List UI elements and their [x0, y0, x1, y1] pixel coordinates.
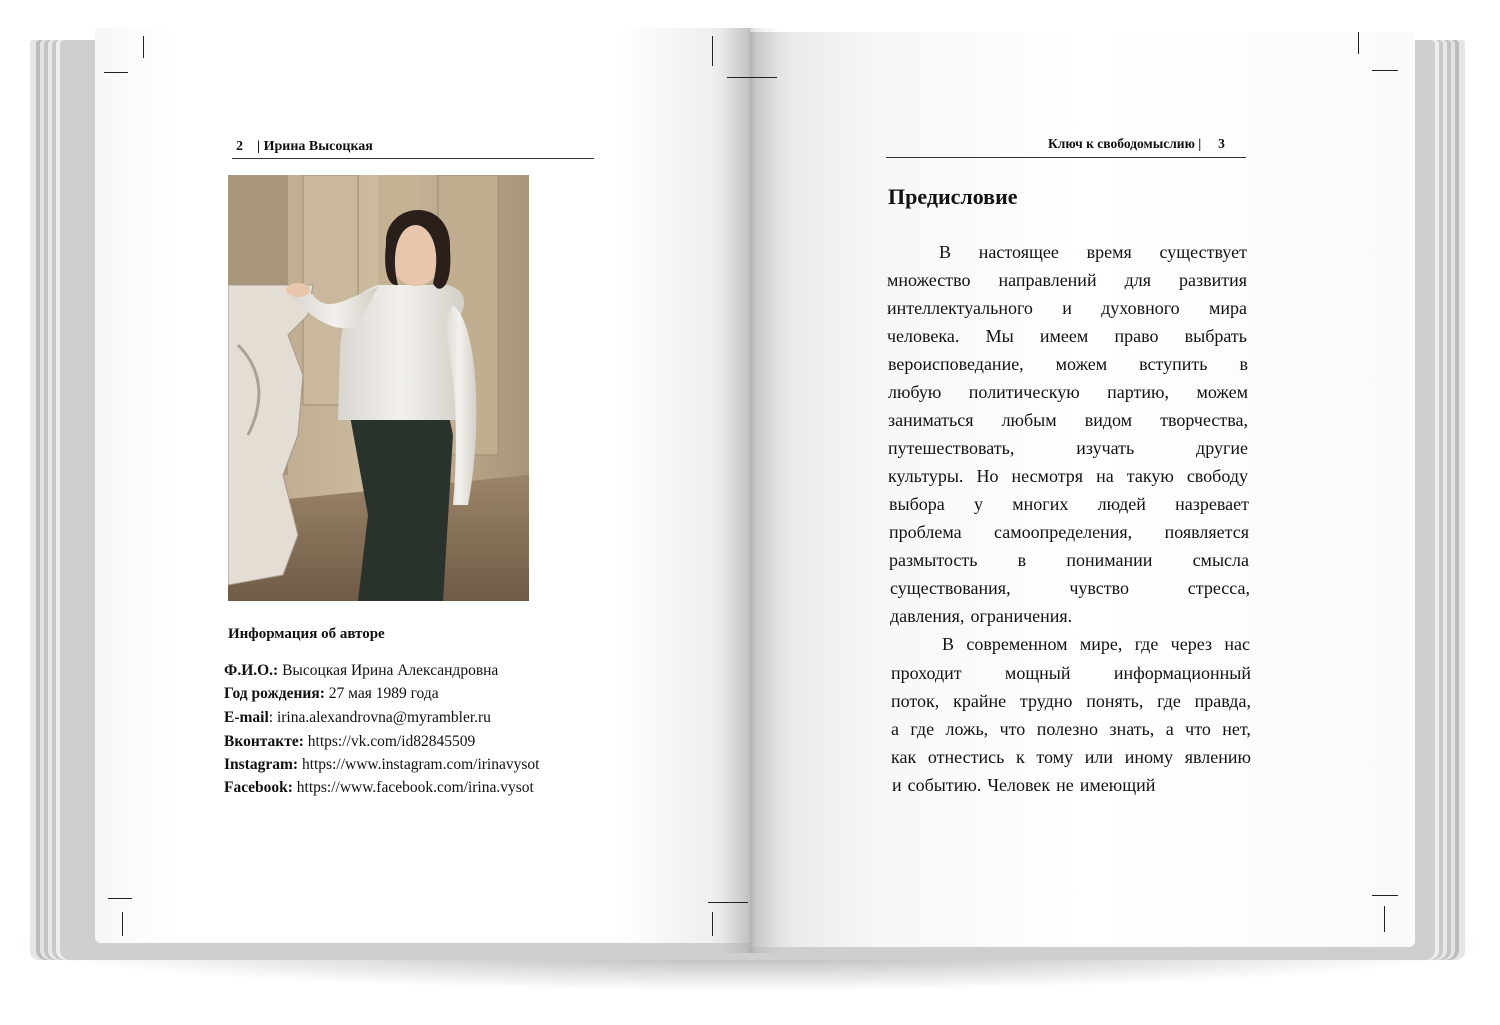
right-page [750, 32, 1415, 947]
right-running-head [1048, 136, 1225, 152]
author-info-instagram [224, 756, 539, 774]
preface-line: существования, чувство стресса, [890, 578, 1250, 598]
preface-line: и событию. Человек не имеющий [892, 775, 1156, 795]
field-label: Ф.И.О.: [224, 662, 279, 679]
crop-mark [1372, 70, 1398, 71]
preface-line: заниматься любым видом творчества, [888, 410, 1248, 430]
preface-line: а где ложь, что полезно знать, а что нет, [891, 719, 1251, 739]
field-label: Вконтакте: [224, 733, 304, 750]
author-info-title: Информация об авторе [228, 626, 385, 642]
crop-mark [708, 902, 748, 903]
field-value: Высоцкая Ирина Александровна [278, 662, 499, 679]
book-gutter [722, 28, 780, 953]
preface-line: любую политическую партию, можем [888, 382, 1248, 402]
preface-line: В настоящее время существует [939, 242, 1247, 262]
field-label: Facebook: [224, 779, 293, 796]
crop-mark [1384, 906, 1385, 932]
field-value: 27 мая 1989 года [324, 685, 439, 702]
crop-mark [712, 912, 713, 936]
author-info-email [224, 709, 491, 727]
preface-line: давления, ограничения. [890, 606, 1073, 626]
crop-mark [104, 72, 128, 73]
right-book-title: Ключ к свободомыслию | [1048, 136, 1202, 151]
left-running-head [236, 139, 373, 155]
preface-line: культуры. Но несмотря на такую свободу [888, 466, 1248, 486]
preface-line: размытость в понимании смысла [889, 550, 1249, 570]
right-page-number: 3 [1218, 136, 1225, 151]
right-header-rule [886, 157, 1246, 158]
field-label: Год рождения: [224, 685, 325, 702]
section-title: Предисловие [888, 184, 1018, 209]
preface-line: как отнестись к тому или иному явлению [891, 747, 1251, 767]
preface-line: вероисповедание, можем вступить в [888, 354, 1248, 374]
preface-line: поток, крайне трудно понять, где правда, [891, 691, 1251, 711]
field-value: https://www.instagram.com/irinavysot [298, 756, 540, 773]
crop-mark [108, 898, 132, 899]
crop-mark [143, 36, 144, 58]
field-value: https://www.facebook.com/irina.vysot [292, 779, 534, 796]
preface-line: В современном мире, где через нас [942, 634, 1250, 654]
left-header-rule [232, 158, 594, 159]
field-value: : irina.alexandrovna@myrambler.ru [268, 709, 491, 726]
field-label: E-mail [224, 709, 269, 726]
preface-line: проходит мощный информационный [891, 663, 1251, 683]
preface-line: путешествовать, изучать другие [888, 438, 1248, 458]
preface-line: множество направлений для развития [887, 270, 1247, 290]
preface-line: проблема самоопределения, появляется [889, 522, 1249, 542]
field-value: https://vk.com/id82845509 [303, 733, 476, 750]
field-label: Instagram: [224, 756, 299, 773]
author-photo [228, 175, 529, 601]
preface-line: выбора у многих людей назревает [889, 494, 1249, 514]
crop-mark [712, 36, 713, 66]
crop-mark [727, 77, 777, 78]
author-info-vkontakte [224, 733, 475, 751]
author-info-facebook [224, 779, 534, 797]
left-author-name: | Ирина Высоцкая [257, 139, 373, 154]
preface-line: интеллектуального и духовного мира [887, 298, 1247, 318]
crop-mark [122, 912, 123, 936]
author-info-name [224, 662, 498, 680]
crop-mark [1358, 32, 1359, 54]
preface-line: человека. Мы имеем право выбрать [887, 326, 1247, 346]
crop-mark [1372, 895, 1398, 896]
left-page-number: 2 [236, 139, 243, 154]
author-info-birthdate [224, 685, 439, 703]
